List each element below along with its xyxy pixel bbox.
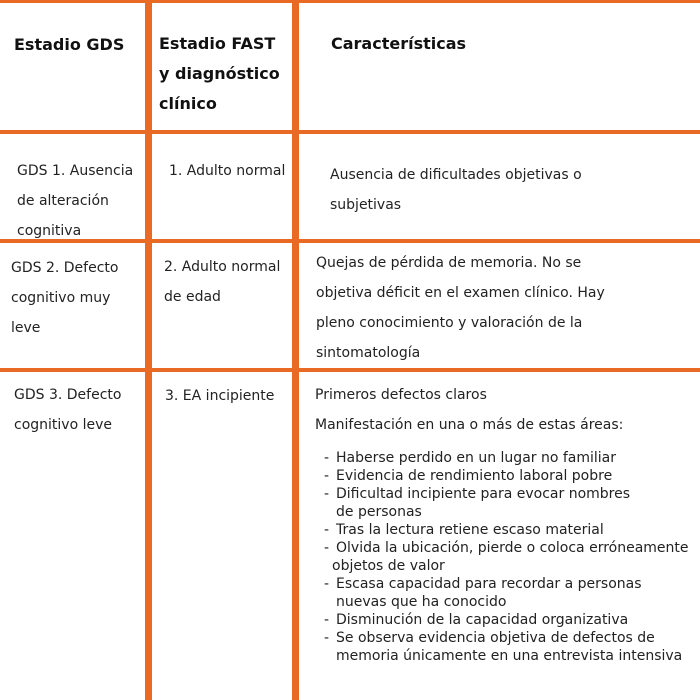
header-fast: Estadio FAST y diagnóstico clínico (159, 34, 280, 113)
list-item: - Se observa evidencia objetiva de defectos de memoria únicamente en una entrevista intensiva (324, 630, 683, 664)
list-item: - Escasa capacidad para recordar a personas nuevas que ha conocido (324, 576, 642, 610)
list-item: - Haberse perdido en un lugar no familiar (324, 450, 617, 466)
row2-features: Quejas de pérdida de memoria. No se objetiva déficit en el examen clínico. Hay pleno conocimiento y valoración de la sintomatología (316, 255, 605, 361)
list-item: - Evidencia de rendimiento laboral pobre (324, 468, 613, 484)
header-gds: Estadio GDS (14, 35, 125, 54)
list-item: - Disminución de la capacidad organizativa (324, 612, 629, 628)
list-item: - Dificultad incipiente para evocar nombres de personas (324, 486, 631, 520)
column-divider-1 (145, 0, 152, 700)
row-divider-1 (0, 130, 700, 134)
list-item: - Olvida la ubicación, pierde o coloca erróneamente objetos de valor (324, 540, 689, 574)
row2-fast: 2. Adulto normal de edad (164, 259, 281, 305)
row2-gds: GDS 2. Defecto cognitivo muy leve (11, 260, 119, 336)
row3-features-list (324, 449, 689, 665)
row1-fast: 1. Adulto normal (169, 163, 286, 179)
header-features: Características (331, 34, 467, 53)
row3-features-intro: Primeros defectos claros Manifestación en una o más de estas áreas: (315, 387, 624, 433)
list-item: - Tras la lectura retiene escaso material (324, 522, 604, 538)
row1-gds: GDS 1. Ausencia de alteración cognitiva (17, 163, 134, 239)
row-divider-3 (0, 368, 700, 372)
row3-fast: 3. EA incipiente (165, 388, 275, 404)
table-top-border (0, 0, 700, 3)
column-divider-2 (292, 0, 299, 700)
row1-features: Ausencia de dificultades objetivas o subjetivas (330, 167, 582, 213)
row3-gds: GDS 3. Defecto cognitivo leve (14, 387, 122, 433)
